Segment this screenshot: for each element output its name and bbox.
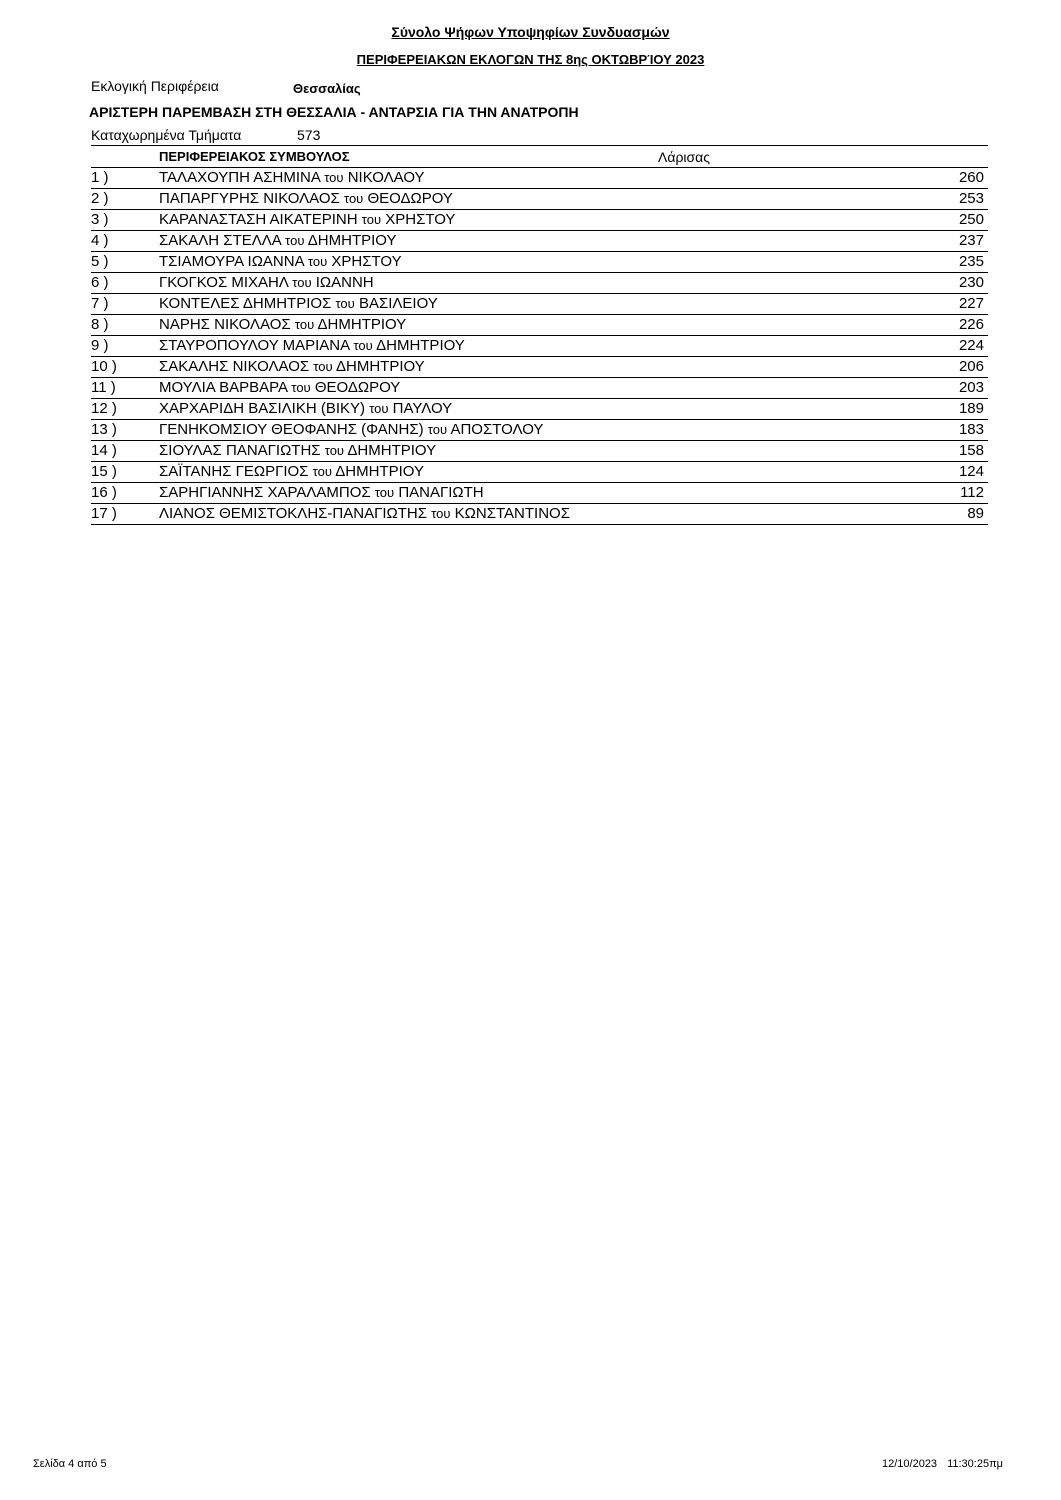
row-number: 5 )	[91, 253, 109, 270]
candidate-votes: 235	[958, 253, 984, 270]
sections-label: Καταχωρημένα Τμήματα	[91, 127, 242, 143]
candidate-father-name: ΒΑΣΙΛΕΙΟΥ	[358, 295, 438, 312]
candidate-father-name: ΔΗΜΗΤΡΙΟΥ	[376, 337, 465, 354]
candidate-name	[159, 169, 425, 186]
sections-value: 573	[297, 127, 321, 143]
column-header-candidate: ΠΕΡΙΦΕΡΕΙΑΚΟΣ ΣΥΜΒΟΥΛΟΣ	[159, 149, 350, 164]
column-header-area: Λάρισας	[658, 149, 711, 165]
candidate-surname-first: ΤΑΛΑΧΟΥΠΗ ΑΣΗΜΙΝΑ	[159, 169, 321, 186]
patronymic-particle: του	[374, 485, 395, 500]
table-body	[91, 168, 988, 525]
row-number: 13 )	[91, 421, 117, 438]
candidate-name	[159, 316, 406, 333]
table-row	[91, 504, 988, 525]
candidate-votes: 112	[960, 484, 984, 501]
candidate-name	[159, 211, 455, 228]
candidate-surname-first: ΚΟΝΤΕΛΕΣ ΔΗΜΗΤΡΙΟΣ	[159, 295, 332, 312]
table-row	[91, 336, 988, 357]
candidate-surname-first: ΣΤΑΥΡΟΠΟΥΛΟΥ ΜΑΡΙΑΝΑ	[159, 337, 350, 354]
candidate-father-name: ΔΗΜΗΤΡΙΟΥ	[335, 358, 425, 375]
candidate-surname-first: ΤΣΙΑΜΟΥΡΑ ΙΩΑΝΝΑ	[159, 253, 304, 270]
row-number: 16 )	[91, 484, 117, 501]
footer-date: 12/10/2023	[882, 1458, 938, 1470]
patronymic-particle: του	[313, 359, 333, 374]
table-row	[91, 399, 988, 420]
candidate-father-name: ΠΑΥΛΟΥ	[392, 400, 453, 417]
candidate-surname-first: ΣΙΟΥΛΑΣ ΠΑΝΑΓΙΩΤΗΣ	[159, 442, 321, 459]
table-row	[91, 315, 988, 336]
candidate-surname-first: ΧΑΡΧΑΡΙΔΗ ΒΑΣΙΛΙΚΗ (ΒΙΚΥ)	[159, 400, 366, 417]
candidate-name	[159, 274, 374, 291]
patronymic-particle: του	[353, 338, 373, 353]
candidate-father-name: ΑΠΟΣΤΟΛΟΥ	[450, 421, 544, 438]
candidate-surname-first: ΛΙΑΝΟΣ ΘΕΜΙΣΤΟΚΛΗΣ-ΠΑΝΑΓΙΩΤΗΣ	[159, 505, 428, 522]
row-number: 12 )	[91, 400, 117, 417]
table-row	[91, 420, 988, 441]
candidate-name	[159, 232, 397, 249]
page-title: Σύνολο Ψήφων Υποψηφίων Συνδυασμών	[391, 24, 670, 40]
patronymic-particle: του	[335, 296, 355, 311]
candidate-votes: 250	[958, 211, 984, 228]
patronymic-particle: του	[361, 212, 382, 227]
candidate-name	[159, 190, 453, 207]
candidate-votes: 89	[967, 505, 984, 522]
table-row	[91, 168, 988, 189]
patronymic-particle: του	[324, 170, 344, 185]
candidate-votes: 227	[958, 295, 984, 312]
row-number: 10 )	[91, 358, 117, 375]
candidate-votes: 237	[958, 232, 984, 249]
table-header	[91, 146, 988, 168]
candidate-name	[159, 484, 484, 501]
row-number: 8 )	[91, 316, 109, 333]
candidate-father-name: ΠΑΝΑΓΙΩΤΗ	[398, 484, 484, 501]
table-row	[91, 252, 988, 273]
candidate-votes: 224	[958, 337, 984, 354]
candidate-surname-first: ΠΑΠΑΡΓΥΡΗΣ ΝΙΚΟΛΑΟΣ	[159, 190, 340, 207]
region-value: Θεσσαλίας	[293, 81, 361, 96]
candidate-father-name: ΝΙΚΟΛΑΟΥ	[347, 169, 425, 186]
candidate-surname-first: ΓΕΝΗΚΟΜΣΙΟΥ ΘΕΟΦΑΝΗΣ (ΦΑΝΗΣ)	[159, 421, 424, 438]
candidate-votes: 158	[958, 442, 984, 459]
candidate-name	[159, 400, 452, 417]
candidate-surname-first: ΚΑΡΑΝΑΣΤΑΣΗ ΑΙΚΑΤΕΡΙΝΗ	[159, 211, 358, 228]
candidate-father-name: ΔΗΜΗΤΡΙΟΥ	[307, 232, 397, 249]
table-row	[91, 210, 988, 231]
candidate-votes: 189	[958, 400, 984, 417]
candidate-surname-first: ΣΑΡΗΓΙΑΝΝΗΣ ΧΑΡΑΛΑΜΠΟΣ	[159, 484, 371, 501]
candidate-name	[159, 505, 570, 522]
patronymic-particle: του	[292, 275, 312, 290]
candidate-father-name: ΧΡΗΣΤΟΥ	[331, 253, 402, 270]
patronymic-particle: του	[431, 506, 451, 521]
row-number: 3 )	[91, 211, 109, 228]
candidate-name	[159, 463, 424, 480]
table-row	[91, 189, 988, 210]
table-row	[91, 231, 988, 252]
table-row	[91, 378, 988, 399]
candidate-name	[159, 358, 425, 375]
candidate-votes: 226	[958, 316, 984, 333]
row-number: 11 )	[91, 379, 116, 396]
candidate-surname-first: ΣΑΚΑΛΗΣ ΝΙΚΟΛΑΟΣ	[159, 358, 310, 375]
table-row	[91, 294, 988, 315]
candidate-father-name: ΔΗΜΗΤΡΙΟΥ	[347, 442, 437, 459]
footer-time: 11:30:25πμ	[947, 1458, 1003, 1470]
table-row	[91, 462, 988, 483]
candidate-surname-first: ΝΑΡΗΣ ΝΙΚΟΛΑΟΣ	[159, 316, 291, 333]
row-number: 9 )	[91, 337, 109, 354]
row-number: 14 )	[91, 442, 117, 459]
row-number: 17 )	[91, 505, 117, 522]
page-subtitle: ΠΕΡΙΦΕΡΕΙΑΚΩΝ ΕΚΛΟΓΩΝ ΤΗΣ 8ης ΟΚΤΩΒΡΊΟΥ 2023	[356, 52, 705, 67]
candidate-father-name: ΔΗΜΗΤΡΙΟΥ	[317, 316, 407, 333]
candidate-votes: 124	[958, 463, 984, 480]
patronymic-particle: του	[344, 191, 364, 206]
candidate-votes: 230	[958, 274, 984, 291]
candidate-father-name: ΘΕΟΔΩΡΟΥ	[314, 379, 401, 396]
table-row	[91, 483, 988, 504]
candidate-surname-first: ΣΑΚΑΛΗ ΣΤΕΛΛΑ	[159, 232, 281, 249]
candidate-name	[159, 379, 400, 396]
patronymic-particle: του	[427, 422, 448, 437]
patronymic-particle: του	[312, 464, 332, 479]
candidate-name	[159, 295, 438, 312]
candidate-name	[159, 442, 436, 459]
patronymic-particle: του	[285, 233, 305, 248]
region-label: Εκλογική Περιφέρεια	[91, 78, 219, 94]
patronymic-particle: του	[324, 443, 345, 458]
candidate-votes: 203	[958, 379, 984, 396]
candidate-surname-first: ΓΚΟΓΚΟΣ ΜΙΧΑΗΛ	[159, 274, 289, 291]
candidate-father-name: ΔΗΜΗΤΡΙΟΥ	[335, 463, 424, 480]
patronymic-particle: του	[369, 401, 389, 416]
candidate-father-name: ΘΕΟΔΩΡΟΥ	[367, 190, 453, 207]
candidate-name	[159, 253, 402, 270]
candidate-votes: 183	[958, 421, 984, 438]
candidate-name	[159, 421, 543, 438]
candidate-name	[159, 337, 465, 354]
candidate-votes: 260	[958, 169, 984, 186]
row-number: 2 )	[91, 190, 109, 207]
results-table	[91, 145, 988, 525]
candidate-father-name: ΙΩΑΝΝΗ	[315, 274, 374, 291]
candidate-votes: 253	[958, 190, 984, 207]
patronymic-particle: του	[291, 380, 311, 395]
patronymic-particle: του	[294, 317, 315, 332]
footer-timestamp	[882, 1458, 1003, 1470]
row-number: 6 )	[91, 274, 109, 291]
table-row	[91, 357, 988, 378]
candidate-votes: 206	[958, 358, 984, 375]
row-number: 15 )	[91, 463, 117, 480]
footer-page-number: Σελίδα 4 από 5	[33, 1458, 107, 1470]
row-number: 1 )	[91, 169, 109, 186]
candidate-father-name: ΧΡΗΣΤΟΥ	[385, 211, 456, 228]
row-number: 4 )	[91, 232, 109, 249]
candidate-father-name: ΚΩΝΣΤΑΝΤΙΝΟΣ	[454, 505, 570, 522]
candidate-surname-first: ΣΑΪΤΑΝΗΣ ΓΕΩΡΓΙΟΣ	[159, 463, 309, 480]
table-row	[91, 441, 988, 462]
party-name: ΑΡΙΣΤΕΡΗ ΠΑΡΕΜΒΑΣΗ ΣΤΗ ΘΕΣΣΑΛΙΑ - ΑΝΤΑΡΣΙΑ ΓΙΑ ΤΗΝ ΑΝΑΤΡΟΠΗ	[89, 104, 579, 120]
row-number: 7 )	[91, 295, 109, 312]
patronymic-particle: του	[307, 254, 328, 269]
candidate-surname-first: ΜΟΥΛΙΑ ΒΑΡΒΑΡΑ	[159, 379, 288, 396]
table-row	[91, 273, 988, 294]
